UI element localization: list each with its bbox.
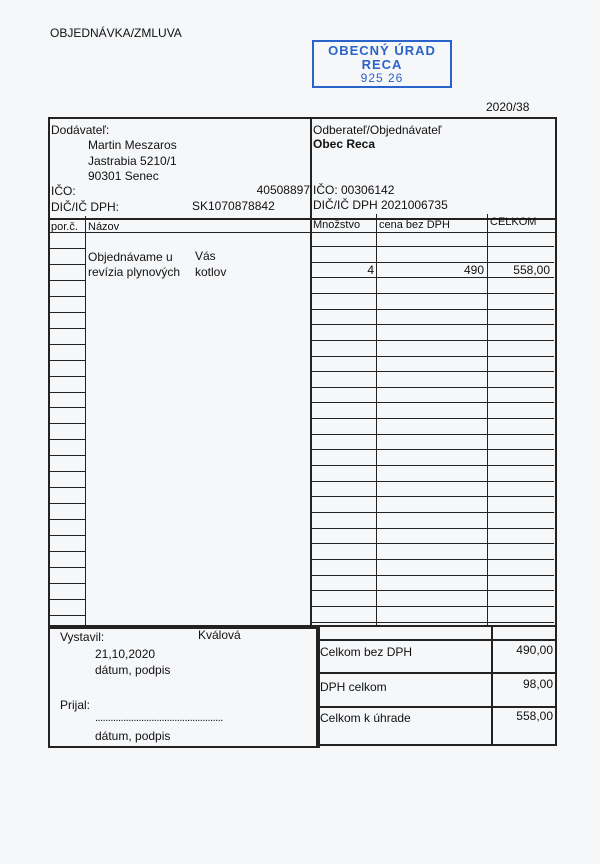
header-total: CELKOM [490, 216, 537, 228]
item-desc-2b: kotlov [195, 265, 227, 279]
row-line [50, 376, 86, 377]
row-line [50, 280, 86, 281]
supplier-name: Martin Meszaros [88, 138, 177, 152]
row-line [50, 439, 86, 440]
document-title: OBJEDNÁVKA/ZMLUVA [50, 26, 182, 40]
supplier-city: 90301 Senec [88, 169, 159, 183]
received-dots: .................................................. [95, 712, 223, 724]
net-value: 490,00 [516, 643, 553, 657]
received-label: Prijal: [60, 698, 91, 712]
row-line [50, 407, 86, 408]
header-price: cena bez DPH [379, 219, 450, 231]
header-num: por.č. [51, 221, 78, 233]
item-qty: 4 [367, 263, 374, 277]
col-qty-divider [376, 214, 377, 626]
stamp-line-3: 925 26 [360, 71, 404, 85]
row-line [50, 599, 86, 600]
row-line [50, 487, 86, 488]
due-value: 558,00 [516, 709, 553, 723]
vat-value: 98,00 [522, 677, 553, 691]
totals-left-border [316, 625, 318, 746]
totals-line-2 [316, 706, 557, 708]
row-line [311, 356, 554, 357]
due-label: Celkom k úhrade [320, 711, 411, 725]
issued-label: Vystavil: [60, 630, 105, 644]
received-date-sign-label: dátum, podpis [95, 729, 171, 743]
customer-ico: IČO: 00306142 [313, 183, 395, 197]
issuer-name: Kválová [198, 628, 241, 642]
item-price: 490 [463, 263, 484, 277]
row-line [311, 387, 554, 388]
vat-label: DPH celkom [320, 680, 387, 694]
row-line [50, 535, 86, 536]
supplier-dic: SK1070878842 [192, 199, 275, 213]
row-line [48, 232, 555, 233]
row-line [50, 360, 86, 361]
row-line [311, 496, 554, 497]
row-line [50, 583, 86, 584]
stamp-line-2: RECA [361, 57, 403, 72]
row-line [311, 590, 554, 591]
row-line [311, 324, 554, 325]
item-desc-2a: revízia plynových [88, 265, 181, 279]
row-line [50, 328, 86, 329]
item-total: 558,00 [513, 263, 550, 277]
row-line [50, 312, 86, 313]
row-line [311, 481, 554, 482]
parties-divider [310, 117, 312, 218]
supplier-dic-label: DIČ/IČ DPH: [51, 200, 120, 214]
office-stamp [312, 40, 452, 88]
row-line [311, 575, 554, 576]
row-line [311, 246, 554, 247]
row-line [50, 615, 86, 616]
col-price-divider [487, 214, 488, 626]
totals-col-divider [491, 625, 493, 746]
customer-label: Odberateľ/Objednávateľ [313, 123, 442, 137]
row-line [311, 543, 554, 544]
row-line [50, 567, 86, 568]
row-line [311, 434, 554, 435]
supplier-label: Dodávateľ: [51, 123, 110, 137]
item-desc-1b: Vás [195, 249, 216, 263]
supplier-ico-label: IČO: [51, 184, 76, 198]
supplier-street: Jastrabia 5210/1 [88, 154, 177, 168]
header-name: Názov [88, 221, 120, 233]
row-line [311, 402, 554, 403]
row-line [311, 418, 554, 419]
customer-dic: DIČ/IČ DPH 2021006735 [313, 198, 448, 212]
row-line [50, 503, 86, 504]
row-line [50, 296, 86, 297]
row-line [50, 471, 86, 472]
col-num-divider [85, 216, 86, 626]
row-line [311, 606, 554, 607]
row-line [311, 512, 554, 513]
issued-date: 21,10,2020 [95, 647, 156, 661]
row-line [50, 519, 86, 520]
item-desc-1a: Objednávame u [88, 250, 173, 264]
row-line [311, 293, 554, 294]
row-line [50, 392, 86, 393]
row-line [311, 449, 554, 450]
row-line [311, 528, 554, 529]
row-line [311, 309, 554, 310]
stamp-line-1: OBECNÝ ÚRAD [328, 43, 436, 58]
row-line [311, 371, 554, 372]
row-line [50, 344, 86, 345]
row-line [311, 465, 554, 466]
supplier-ico: 40508897 [256, 183, 310, 197]
row-line [50, 423, 86, 424]
signature-box [48, 627, 320, 748]
issued-date-sign-label: dátum, podpis [95, 663, 171, 677]
document-number: 2020/38 [486, 100, 530, 114]
totals-line-1 [316, 672, 557, 674]
row-line [50, 264, 86, 265]
row-line [50, 551, 86, 552]
net-label: Celkom bez DPH [320, 645, 413, 659]
row-line [50, 248, 86, 249]
row-line [311, 277, 554, 278]
row-line [311, 559, 554, 560]
row-line [50, 455, 86, 456]
row-line [311, 340, 554, 341]
header-qty: Množstvo [313, 219, 361, 231]
totals-top-line [316, 639, 557, 641]
row-line [311, 622, 554, 623]
customer-name: Obec Reca [313, 137, 376, 151]
